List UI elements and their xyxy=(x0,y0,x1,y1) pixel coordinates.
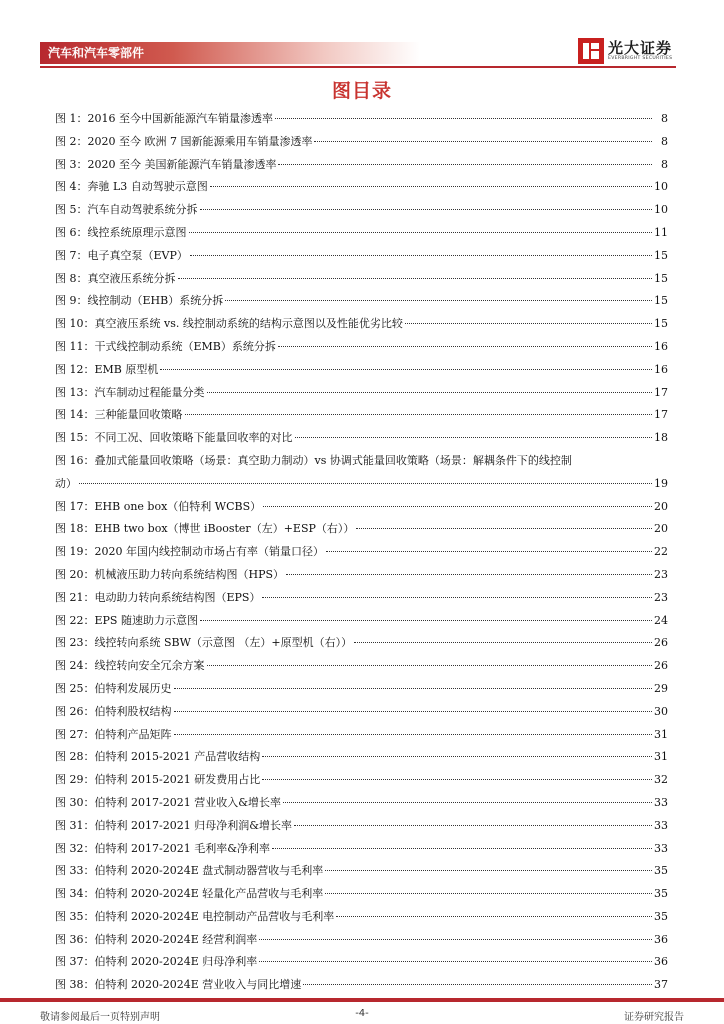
toc-leader-dots xyxy=(278,164,652,165)
toc-leader-dots xyxy=(189,232,653,233)
toc-entry[interactable] xyxy=(55,906,668,929)
toc-entry[interactable] xyxy=(55,610,668,633)
toc-leader-dots xyxy=(178,278,653,279)
toc-entry-label: 图 38：伯特利 2020-2024E 营业收入与同比增速 xyxy=(55,978,302,992)
toc-entry-page: 15 xyxy=(654,317,668,331)
toc-entry[interactable] xyxy=(55,176,668,199)
toc-entry-page: 36 xyxy=(654,932,668,946)
toc-entry-label: 图 27：伯特利产品矩阵 xyxy=(55,727,172,741)
toc-entry-page: 24 xyxy=(654,613,668,627)
toc-entry[interactable] xyxy=(55,701,668,724)
toc-entry-page: 26 xyxy=(654,659,668,673)
toc-leader-dots xyxy=(207,392,653,393)
toc-leader-dots xyxy=(272,848,652,849)
toc-leader-dots xyxy=(295,437,653,438)
toc-entry[interactable] xyxy=(55,678,668,701)
toc-leader-dots xyxy=(325,870,652,871)
toc-entry-label: 图 37：伯特利 2020-2024E 归母净利率 xyxy=(55,955,258,969)
toc-entry-label: 图 11：干式线控制动系统（EMB）系统分拆 xyxy=(55,339,276,353)
toc-entry-label: 图 33：伯特利 2020-2024E 盘式制动器营收与毛利率 xyxy=(55,864,324,878)
toc-leader-dots xyxy=(174,734,653,735)
toc-entry[interactable] xyxy=(55,427,668,450)
toc-entry[interactable] xyxy=(55,746,668,769)
toc-leader-dots xyxy=(354,642,652,643)
toc-entry-page: 22 xyxy=(654,545,668,559)
toc-entry-label: 图 18：EHB two box（博世 iBooster（左）+ESP（右）） xyxy=(55,522,355,536)
toc-entry[interactable] xyxy=(55,222,668,245)
toc-entry-label: 图 29：伯特利 2015-2021 研发费用占比 xyxy=(55,773,261,787)
toc-entry-page: 32 xyxy=(654,773,668,787)
toc-entry-page: 35 xyxy=(654,909,668,923)
toc-leader-dots xyxy=(294,825,652,826)
toc-entry[interactable] xyxy=(55,359,668,382)
toc-entry[interactable] xyxy=(55,724,668,747)
toc-entry[interactable] xyxy=(55,245,668,268)
toc-entry-label: 图 20：机械液压助力转向系统结构图（HPS） xyxy=(55,567,285,581)
toc-entry-label: 图 34：伯特利 2020-2024E 轻量化产品营收与毛利率 xyxy=(55,887,324,901)
toc-leader-dots xyxy=(263,506,652,507)
toc-entry[interactable] xyxy=(55,336,668,359)
toc-entry[interactable] xyxy=(55,860,668,883)
toc-entry[interactable] xyxy=(55,632,668,655)
toc-entry-label: 图 16：叠加式能量回收策略（场景：真空助力制动）vs 协调式能量回收策略（场景：解耦条件下的线控制 xyxy=(55,453,572,467)
toc-entry-page: 18 xyxy=(654,431,668,445)
toc-entry-label: 图 22：EPS 随速助力示意图 xyxy=(55,613,198,627)
toc-entry[interactable] xyxy=(55,518,668,541)
toc-entry-label: 图 30：伯特利 2017-2021 营业收入&增长率 xyxy=(55,795,281,809)
toc-entry-label: 图 4：奔驰 L3 自动驾驶示意图 xyxy=(55,180,208,194)
toc-leader-dots xyxy=(174,688,653,689)
toc-entry-page: 23 xyxy=(654,590,668,604)
toc-leader-dots xyxy=(79,483,652,484)
toc-entry[interactable] xyxy=(55,792,668,815)
toc-entry-label: 图 24：线控转向安全冗余方案 xyxy=(55,659,205,673)
toc-entry-page: 23 xyxy=(654,567,668,581)
toc-entry[interactable] xyxy=(55,108,668,131)
toc-entry[interactable] xyxy=(55,313,668,336)
header-rule xyxy=(40,66,676,68)
toc-entry-page: 30 xyxy=(654,704,668,718)
toc-entry[interactable] xyxy=(55,268,668,291)
toc-entry-label: 图 32：伯特利 2017-2021 毛利率&净利率 xyxy=(55,841,270,855)
toc-entry-label: 图 13：汽车制动过程能量分类 xyxy=(55,385,205,399)
toc-leader-dots xyxy=(200,209,653,210)
toc-entry-page: 31 xyxy=(654,727,668,741)
toc-leader-dots xyxy=(326,551,652,552)
toc-leader-dots xyxy=(278,346,652,347)
toc-leader-dots xyxy=(262,756,652,757)
toc-entry-label: 图 26：伯特利股权结构 xyxy=(55,704,172,718)
toc-entry-page: 15 xyxy=(654,248,668,262)
toc-entry-page: 17 xyxy=(654,385,668,399)
toc-entry-label: 图 3：2020 至今 美国新能源汽车销量渗透率 xyxy=(55,157,277,171)
footer xyxy=(0,1004,724,1024)
toc-entry-label: 图 23：线控转向系统 SBW（示意图 （左）+原型机（右）） xyxy=(55,636,353,650)
toc-entry-label: 图 21：电动助力转向系统结构图（EPS） xyxy=(55,590,261,604)
toc-entry[interactable] xyxy=(55,564,668,587)
toc-entry[interactable] xyxy=(55,951,668,974)
toc-entry-page: 36 xyxy=(654,955,668,969)
toc-entry-label: 图 35：伯特利 2020-2024E 电控制动产品营收与毛利率 xyxy=(55,909,335,923)
toc-entry-page: 16 xyxy=(654,362,668,376)
toc-entry-page: 31 xyxy=(654,750,668,764)
logo-text: 光大证券 xyxy=(608,39,673,57)
disclaimer-note: 敬请参阅最后一页特别声明 xyxy=(40,1012,160,1023)
toc-entry-label: 图 17：EHB one box（伯特利 WCBS） xyxy=(55,499,262,513)
toc-entry[interactable] xyxy=(55,769,668,792)
toc-entry-page: 19 xyxy=(654,476,668,490)
toc-leader-dots xyxy=(225,300,652,301)
toc-entry-page: 10 xyxy=(654,203,668,217)
toc-entry-page: 11 xyxy=(654,225,668,239)
toc-entry-page: 8 xyxy=(661,134,668,148)
toc-entry-page: 8 xyxy=(661,112,668,125)
toc-entry-page: 33 xyxy=(654,841,668,855)
toc-entry-page: 29 xyxy=(654,681,668,695)
toc-leader-dots xyxy=(262,779,652,780)
toc-entry[interactable] xyxy=(55,290,668,313)
toc-entry-label: 图 36：伯特利 2020-2024E 经营利润率 xyxy=(55,932,258,946)
toc-leader-dots xyxy=(262,597,652,598)
toc-entry-page: 20 xyxy=(654,522,668,536)
toc-leader-dots xyxy=(275,118,652,119)
footer-rule xyxy=(0,998,724,1002)
toc-entry[interactable] xyxy=(55,404,668,427)
toc-entry[interactable] xyxy=(55,199,668,222)
toc-entry[interactable] xyxy=(55,929,668,952)
toc-entry-page: 16 xyxy=(654,339,668,353)
toc-leader-dots xyxy=(210,186,652,187)
toc-entry-label: 动） xyxy=(55,476,77,490)
everbright-logo-icon xyxy=(578,38,604,64)
page-title: 图目录 xyxy=(331,80,392,102)
toc-leader-dots xyxy=(356,528,652,529)
toc-entry[interactable] xyxy=(55,655,668,678)
toc-entry[interactable] xyxy=(55,587,668,610)
toc-entry-page: 8 xyxy=(661,157,668,171)
toc-entry-page: 15 xyxy=(654,294,668,308)
toc-entry-label: 图 6：线控系统原理示意图 xyxy=(55,225,187,239)
toc-entry-label: 图 9：线控制动（EHB）系统分拆 xyxy=(55,294,224,308)
toc-leader-dots xyxy=(283,802,652,803)
toc-entry-page: 33 xyxy=(654,795,668,809)
toc-entry-label: 图 8：真空液压系统分拆 xyxy=(55,271,176,285)
toc-leader-dots xyxy=(259,939,652,940)
toc-entry-label: 图 31：伯特利 2017-2021 归母净利润&增长率 xyxy=(55,818,292,832)
toc-entry-label: 图 1：2016 至今中国新能源汽车销量渗透率 xyxy=(55,112,273,125)
toc-leader-dots xyxy=(160,369,652,370)
toc-entry-label: 图 19：2020 年国内线控制动市场占有率（销量口径） xyxy=(55,545,324,559)
toc-entry-page: 33 xyxy=(654,818,668,832)
toc-entry-page: 10 xyxy=(654,180,668,194)
toc-entry[interactable] xyxy=(55,450,668,473)
toc-leader-dots xyxy=(174,711,653,712)
toc-entry[interactable] xyxy=(55,883,668,906)
toc-entry-label: 图 10：真空液压系统 vs. 线控制动系统的结构示意图以及性能优劣比较 xyxy=(55,317,403,331)
report-type: 证券研究报告 xyxy=(624,1012,684,1023)
toc-entry-page: 35 xyxy=(654,864,668,878)
toc-entry-page: 20 xyxy=(654,499,668,513)
toc-entry-label: 图 5：汽车自动驾驶系统分拆 xyxy=(55,203,198,217)
logo-subtext: EVERBRIGHT SECURITIES xyxy=(608,56,673,61)
toc-entry-label: 图 28：伯特利 2015-2021 产品营收结构 xyxy=(55,750,261,764)
toc-entry-page: 26 xyxy=(654,636,668,650)
toc-entry-label: 图 2：2020 至今 欧洲 7 国新能源乘用车销量渗透率 xyxy=(55,134,313,148)
toc-leader-dots xyxy=(405,323,652,324)
toc-leader-dots xyxy=(259,961,652,962)
section-title: 汽车和汽车零部件 xyxy=(48,46,145,60)
toc-leader-dots xyxy=(286,574,652,575)
toc-entry[interactable] xyxy=(55,541,668,564)
toc-entry-label: 图 15：不同工况、回收策略下能量回收率的对比 xyxy=(55,431,293,445)
figure-list xyxy=(55,108,668,997)
toc-leader-dots xyxy=(185,414,653,415)
toc-leader-dots xyxy=(200,620,652,621)
toc-entry-label: 图 7：电子真空泵（EVP） xyxy=(55,248,188,262)
toc-entry-label: 图 25：伯特利发展历史 xyxy=(55,681,172,695)
toc-leader-dots xyxy=(336,916,652,917)
toc-entry[interactable] xyxy=(55,815,668,838)
page-number: -4- xyxy=(355,1008,369,1019)
toc-entry[interactable] xyxy=(55,496,668,519)
toc-entry-label: 图 12：EMB 原型机 xyxy=(55,362,159,376)
toc-entry-page: 15 xyxy=(654,271,668,285)
toc-entry-label: 图 14：三种能量回收策略 xyxy=(55,408,183,422)
toc-leader-dots xyxy=(325,893,652,894)
toc-entry[interactable] xyxy=(55,838,668,861)
toc-leader-dots xyxy=(207,665,653,666)
toc-entry[interactable] xyxy=(55,382,668,405)
toc-entry-page: 37 xyxy=(654,978,668,992)
toc-entry-page: 17 xyxy=(654,408,668,422)
toc-entry[interactable] xyxy=(55,154,668,177)
toc-entry[interactable] xyxy=(55,974,668,997)
logo xyxy=(578,36,698,66)
toc-entry-page: 35 xyxy=(654,887,668,901)
toc-leader-dots xyxy=(314,141,652,142)
toc-entry[interactable] xyxy=(55,131,668,154)
toc-leader-dots xyxy=(303,984,652,985)
toc-entry[interactable] xyxy=(55,473,668,496)
toc-leader-dots xyxy=(190,255,652,256)
